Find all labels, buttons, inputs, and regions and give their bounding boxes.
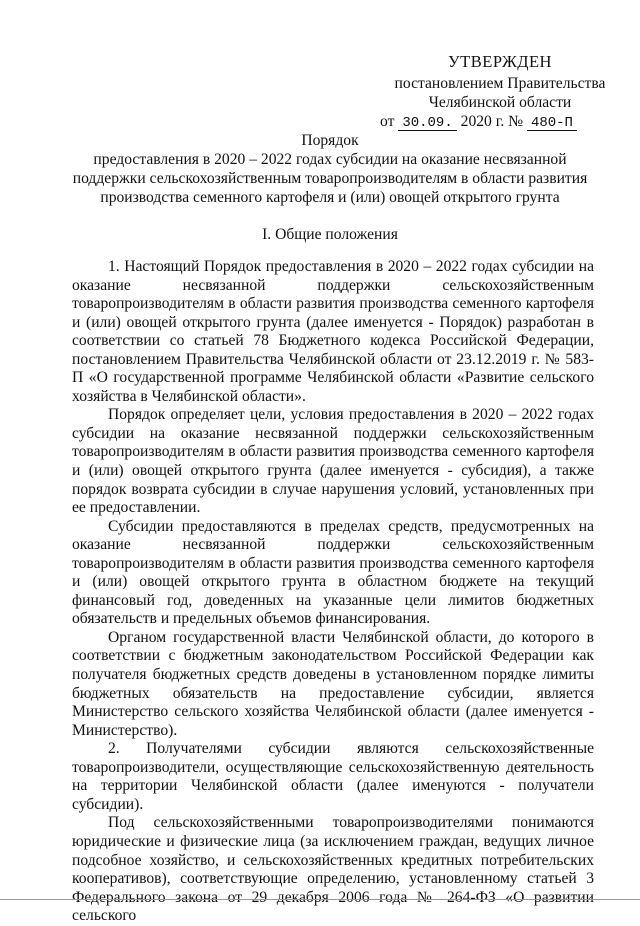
decree-number: 480-П: [527, 116, 577, 131]
approval-heading: УТВЕРЖДЕН: [448, 52, 552, 71]
decree-date: 30.09.: [398, 116, 456, 131]
title-line-1: предоставления в 2020 – 2022 годах субсидии на оказание несвязанной: [93, 151, 567, 168]
decree-year: 2020 г. №: [460, 113, 524, 130]
section-heading: I. Общие положения: [262, 226, 398, 243]
paragraph-3: Субсидии предоставляются в пределах средств, предусмотренных на оказание несвязанной поддержки сельскохозяйственным товаропроизводителям в области развития производства семенного картофеля и (или) овощей открытого грунта в областном бюджете на текущий финансовый год, доведенных на указанные цели лимитов бюджетных обязательств и предельных объемов финансирования.: [72, 517, 594, 628]
document-body: [72, 258, 594, 926]
decree-date-line: [380, 112, 620, 131]
title-word: Порядок: [301, 132, 359, 149]
title-line-3: производства семенного картофеля и (или) овощей открытого грунта: [100, 189, 560, 206]
title-line-2: поддержки сельскохозяйственным товаропроизводителям в области развития: [72, 170, 588, 187]
paragraph-1: 1. Настоящий Порядок предоставления в 2020 – 2022 годах субсидии на оказание несвязанной поддержки сельскохозяйственным товаропроизводителям в области развития производства семенного картофеля и (или) овощей открытого грунта (далее именуется - Порядок) разработан в соответствии со статьей 78 Бюджетного кодекса Российской Федерации, постановлением Правительства Челябинской области от 23.12.2019 г. № 583-П «О государственной программе Челябинской области «Развитие сельского хозяйства в Челябинской области».: [72, 258, 594, 405]
scan-edge-line: [0, 899, 640, 900]
paragraph-2: Порядок определяет цели, условия предоставления в 2020 – 2022 годах субсидии на оказание несвязанной поддержки сельскохозяйственным товаропроизводителям в области развития производства семенного картофеля и (или) овощей открытого грунта (далее именуется - субсидия), а также порядок возврата субсидии в случае нарушения условий, установленных при ее предоставлении.: [72, 406, 594, 517]
paragraph-4: Органом государственной власти Челябинской области, до которого в соответствии с бюджетным законодательством Российской Федерации как получателя бюджетных средств доведены в установленном порядке лимиты бюджетных обязательств на предоставление субсидии, является Министерство сельского хозяйства Челябинской области (далее именуется - Министерство).: [72, 628, 594, 739]
approval-stamp: [380, 52, 620, 131]
paragraph-6: Под сельскохозяйственными товаропроизводителями понимаются юридические и физические лица (за исключением граждан, ведущих личное подсобное хозяйство, и сельскохозяйственных кредитных потребительских кооперативов), соответствующие определению, установленному статьей 3 Федерального закона от 29 декабря 2006 года № 264-ФЗ «О развитии сельского: [72, 814, 594, 925]
paragraph-5: 2. Получателями субсидии являются сельскохозяйственные товаропроизводители, осуществляющие сельскохозяйственную деятельность на территории Челябинской области (далее именуются - получатели субсидии).: [72, 740, 594, 813]
approval-line-2: Челябинской области: [428, 94, 572, 111]
date-prefix: от: [380, 113, 395, 130]
approval-line-1: постановлением Правительства: [394, 75, 606, 92]
document-title: [70, 131, 590, 207]
